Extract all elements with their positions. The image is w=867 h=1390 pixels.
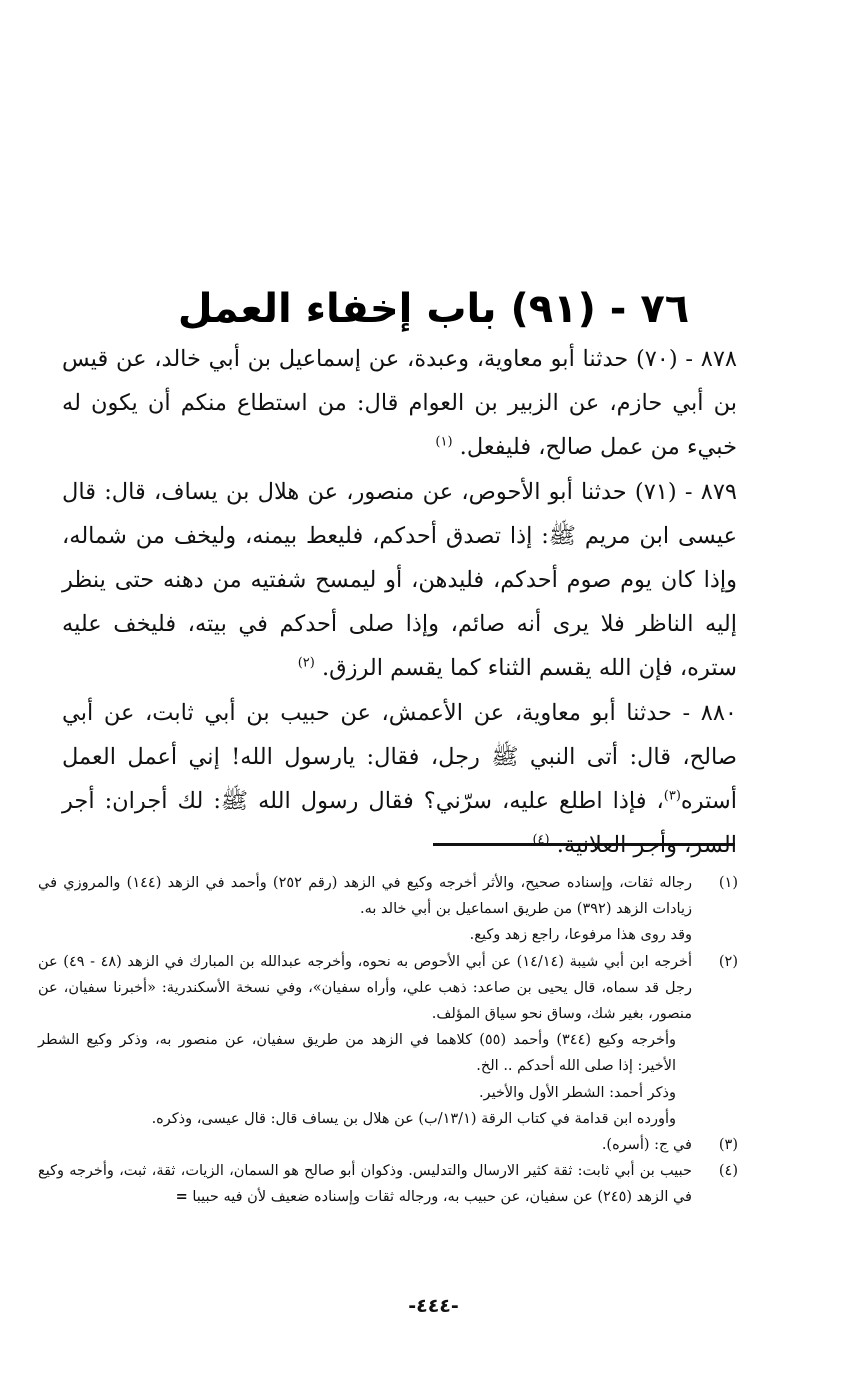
footnote-line: في ج: (أسره). [601, 1137, 692, 1154]
footnote-1 [38, 870, 738, 949]
hadith-body: حدثنا أبو معاوية، وعبدة، عن إسماعيل بن أبي خالد، عن قيس بن أبي حازم، عن الزبير بن العوام قال: من استطاع منكم أن يكون له خبيء من عمل صالح، فليفعل. [62, 346, 737, 461]
hadith-number: ٨٧٨ - (٧٠) [635, 346, 738, 372]
hadith-880 [62, 691, 737, 868]
hadith-878 [62, 337, 737, 470]
footnote-line: وأخرجه وكيع (٣٤٤) وأحمد (٥٥) كلاهما في الزهد من طريق سفيان، عن منصور به، وذكر وكيع الشطر الأخير: إذا صلى الله أحدكم .. الخ. [38, 1032, 676, 1075]
footnote-line [38, 1158, 692, 1210]
hadith-879 [62, 470, 737, 691]
footnote-3 [38, 1132, 738, 1158]
continuation-mark: = [175, 1189, 188, 1206]
hadith-number: ٨٧٩ - (٧١) [634, 478, 737, 505]
footnote-line: وأورده ابن قدامة في كتاب الرقة (١٣/١/ب) عن هلال بن يساف قال: قال عيسى، وذكره. [151, 1110, 676, 1127]
footnote-2 [38, 949, 738, 1132]
footnote-4 [38, 1158, 738, 1210]
footnote-body [38, 1158, 692, 1210]
footnote-line: وقد روى هذا مرفوعا، راجع زهد وكيع. [469, 927, 692, 944]
footnotes-section [38, 870, 738, 1211]
footnote-line: رجاله ثقات، وإسناده صحيح، والأثر أخرجه وكيع في الزهد (رقم ٢٥٢) وأحمد في الزهد (١٤٤) والمروزي في زيادات الزهد (٣٩٢) من طريق اسماعيل بن أبي خالد به. [38, 875, 692, 918]
footnote-reference: (١) [435, 434, 453, 450]
footnote-line: أخرجه ابن أبي شيبة (١٤/١٤) عن أبي الأحوص به نحوه، وأخرجه عبدالله بن المبارك في الزهد (٤٨ - ٤٩) عن رجل قد سماه، قال يحيى بن صاعد: ذهب علي، وأراه سفيان»، وفي نسخة الأسكندرية: «أخبرنا سفيان، عن منصور، بغير شك، وساق نحو سياق المؤلف. [38, 953, 692, 1023]
footnote-body [38, 1132, 692, 1158]
footnote-reference: (٣) [663, 788, 681, 804]
chapter-title: ٧٦ - (٩١) باب إخفاء العمل [177, 285, 690, 332]
hadith-body: حدثنا أبو معاوية، عن الأعمش، عن حبيب بن أبي ثابت، عن أبي صالح، قال: أتى النبي ﷺ رجل، فقال: يارسول الله! إني أعمل العمل أستره [62, 699, 737, 815]
footnote-number: (٤) [718, 1163, 738, 1180]
hadith-number: ٨٨٠ - [682, 699, 737, 726]
hadith-text-block [62, 337, 737, 867]
page-number: -٤٤٤- [408, 1295, 459, 1317]
footnote-line-text: حبيب بن أبي ثابت: ثقة كثير الارسال والتدليس. وذكوان أبو صالح هو السمان، الزيات، ثقة، ثبت، وأخرجه وكيع في الزهد (٢٤٥) عن سفيان، عن حبيب به، ورجاله ثقات وإسناده ضعيف لأن فيه حبيبا [38, 1163, 692, 1206]
footnote-number: (١) [718, 875, 738, 891]
footnote-number: (٣) [718, 1137, 738, 1154]
hadith-body: حدثنا أبو الأحوص، عن منصور، عن هلال بن يساف، قال: قال عيسى ابن مريم ﷺ: إذا تصدق أحدكم، فليعط بيمنه، وليخف من شماله، وإذا كان يوم صوم أحدكم، فليدهن، أو ليمسح شفتيه من دهنه حتى ينظر إليه الناظر فلا يرى أنه صائم، وإذا صلى أحدكم في بيته، فليخف عليه ستره، فإن الله يقسم الثناء كما يقسم الرزق. [62, 478, 737, 682]
footnote-line: وذكر أحمد: الشطر الأول والأخير. [478, 1084, 676, 1101]
hadith-body-continued: ، فإذا اطلع عليه، سرّني؟ فقال رسول الله ﷺ: لك أجران: أجر السر، وأجر العلانية. [62, 788, 737, 859]
footnote-body [38, 870, 692, 949]
footnote-reference: (٢) [297, 655, 315, 671]
footnote-body [38, 949, 692, 1132]
footnote-reference: (٤) [532, 832, 550, 848]
footnote-divider [433, 843, 735, 846]
footnote-number: (٢) [718, 953, 738, 970]
